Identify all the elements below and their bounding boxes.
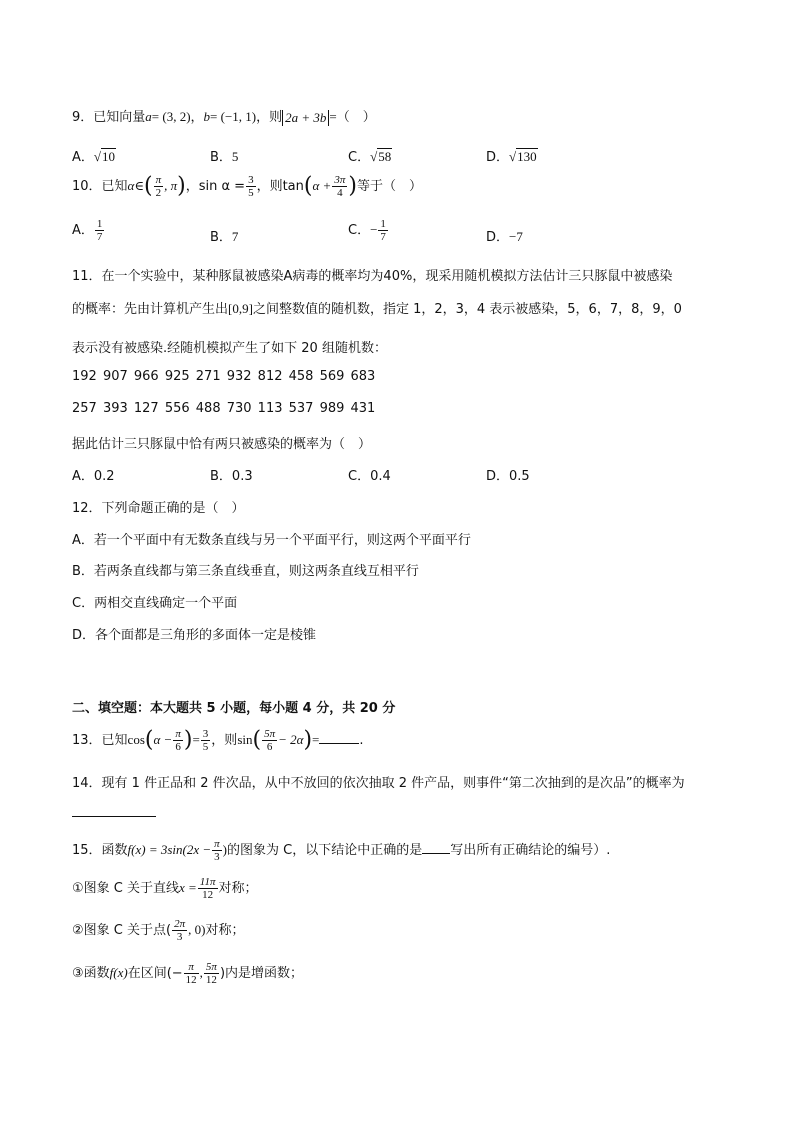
q15-after: 写出所有正确结论的编号）. [450,843,611,858]
q10-option-b [210,226,238,245]
q11-line-4: 据此估计三只豚鼠中恰有两只被感染的概率为（ ） [72,437,372,452]
q9-option-b [210,146,238,165]
option-sign: − [370,222,378,237]
section-title-fill-in: 二、填空题：本大题共 5 小题，每小题 4 分，共 20 分 [72,701,396,716]
tan-argument: α + [312,178,332,193]
interval-tail: , π [164,178,178,193]
q9-option-d: D．√130 [486,149,537,165]
q10-label: 10．已知 [72,179,128,194]
fraction: $\frac{3}{5}$ [202,728,209,753]
q12-option-c: C．两相交直线确定一个平面 [72,596,238,611]
tan-text: ，则tan [256,179,304,194]
q12-option-a: A．若一个平面中有无数条直线与另一个平面平行，则这两个平面平行 [72,533,471,548]
q11-line-2a: 的概率：先由计算机产生出 [72,302,229,317]
fraction: $\frac{3}{5}$ [248,174,254,199]
vector-b-name: b [203,109,211,124]
q11-option-c: C．0.4 [348,469,391,484]
q10-option-a [72,218,105,243]
element-of-symbol: ∈ [134,178,144,193]
answer-blank[interactable] [422,853,450,854]
fraction: $\frac{\pi}{2}$ [155,174,162,199]
q12-option-d: D．各个面都是三角形的多面体一定是棱锥 [72,628,317,643]
q9-tail: =（ ） [329,109,376,124]
q10-tail: 等于（ ） [356,179,422,194]
q10-option-d [486,226,523,245]
q11-random-numbers-row-2: 257 393 127 556 488 730 113 537 989 431 [72,401,376,416]
q11-random-numbers-row-1: 192 907 966 925 271 932 812 458 569 683 [72,369,376,384]
option-value: 10 [102,149,116,164]
q11-option-a: A．0.2 [72,469,115,484]
q9-separator: ， [190,110,204,125]
fraction: $\frac{\pi}{3}$ [214,838,220,863]
q13-then: ，则 [211,733,238,748]
answer-blank[interactable] [72,806,156,817]
option-letter: B． [210,230,232,245]
q11-interval: [0,9] [228,301,253,316]
q11-line-2b: 之间整数值的随机数，指定 1，2，3，4 表示被感染，5，6，7，8，9，0 [252,302,682,317]
q13-label: 13．已知 [72,733,128,748]
q15-item-1: ①图象 C 关于直线x = $\frac{11\pi}{12}$ 对称； [72,876,258,901]
fraction: $\frac{\pi}{6}$ [175,728,181,753]
q9-option-a: A．√10 [72,149,116,165]
q10-option-c [348,218,389,243]
option-letter: B． [210,150,232,165]
q9-then: ，则 [256,110,283,125]
q15-stem [72,838,610,863]
equals-sign: = [192,732,200,747]
fraction: $\frac{11\pi}{12}$ [199,876,216,901]
option-letter: A． [72,223,94,238]
vector-a-name: a [145,109,152,124]
q9-option-c: C．√58 [348,149,392,165]
fraction: $\frac{1}{7}$ [96,218,103,243]
sin-text: sin [237,732,253,747]
fraction: $\frac{5\pi}{12}$ [205,961,217,986]
q15-item-2: ②图象 C 关于点( $\frac{2\pi}{3}$ , 0)对称； [72,918,245,943]
sin-text: ，sin α = [185,179,246,194]
q11-line-1: 11．在一个实验中，某种豚鼠被感染A病毒的概率均为40%，现采用随机模拟方法估计三只豚鼠中被感染 [72,269,673,284]
fraction: $\frac{1}{7}$ [380,218,386,243]
option-letter: A． [72,150,94,165]
option-value: 5 [231,149,239,164]
q14-answer-line [72,806,156,821]
q11-line-3: 表示没有被感染.经随机模拟产生了如下 20 组随机数： [72,341,387,356]
q12-stem: 12．下列命题正确的是（ ） [72,501,245,516]
close-paren: ) [222,842,228,857]
q11-option-d: D．0.5 [486,469,530,484]
vector-b-value: = (−1, 1) [210,109,257,124]
fraction: $\frac{3\pi}{4}$ [334,174,346,199]
q13-minus-2alpha: − 2α [278,732,304,747]
q10-stem: 10．已知α∈( $\frac{\pi}{2}$ , π)，sin α = $\frac{3}{5}$ ，则tan(α + $\frac{3\pi}{4}$ )等于（ ） [72,173,422,199]
fraction: $\frac{\pi}{12}$ [185,961,197,986]
option-value: −7 [509,229,523,244]
answer-blank[interactable] [319,743,359,744]
q13-end: . [359,733,364,748]
option-letter: D． [486,150,510,165]
q12-option-b: B．若两条直线都与第三条直线垂直，则这两条直线互相平行 [72,564,419,579]
option-value: 130 [517,149,537,164]
fraction: $\frac{2\pi}{3}$ [174,918,186,943]
option-value: 58 [378,149,392,164]
option-letter: C． [348,223,371,238]
fraction: $\frac{5\pi}{6}$ [264,728,276,753]
q9-magnitude-expression: 2a + 3b [282,110,329,126]
q15-item-3: ③函数f(x)在区间(− $\frac{\pi}{12}$ , $\frac{5\pi}{12}$ )内是增函数； [72,961,304,986]
q9-label: 9．已知向量 [72,110,146,125]
alpha-symbol: α [127,178,135,193]
q9-stem [72,106,376,126]
vector-a-value: = (3, 2) [151,109,191,124]
option-letter: D． [486,230,510,245]
q15-mid: 的图象为 C，以下结论中正确的是 [227,843,423,858]
q14-stem: 14．现有 1 件正品和 2 件次品，从中不放回的依次抽取 2 件产品，则事件“第二次抽到的是次品”的概率为 [72,776,685,791]
option-letter: C． [348,150,371,165]
q13-stem: 13．已知cos(α − $\frac{\pi}{6}$ )= $\frac{3}{5}$ ，则sin( $\frac{5\pi}{6}$ − 2α)= . [72,727,364,753]
q15-label: 15．函数 [72,843,128,858]
q11-option-b: B．0.3 [210,469,253,484]
q11-line-2 [72,298,682,317]
cos-text: cos [127,732,145,747]
q15-function: f(x) = 3sin(2x − [127,842,212,857]
option-value: 7 [231,229,239,244]
q13-argument: α − [153,732,173,747]
equals-sign: = [312,732,320,747]
